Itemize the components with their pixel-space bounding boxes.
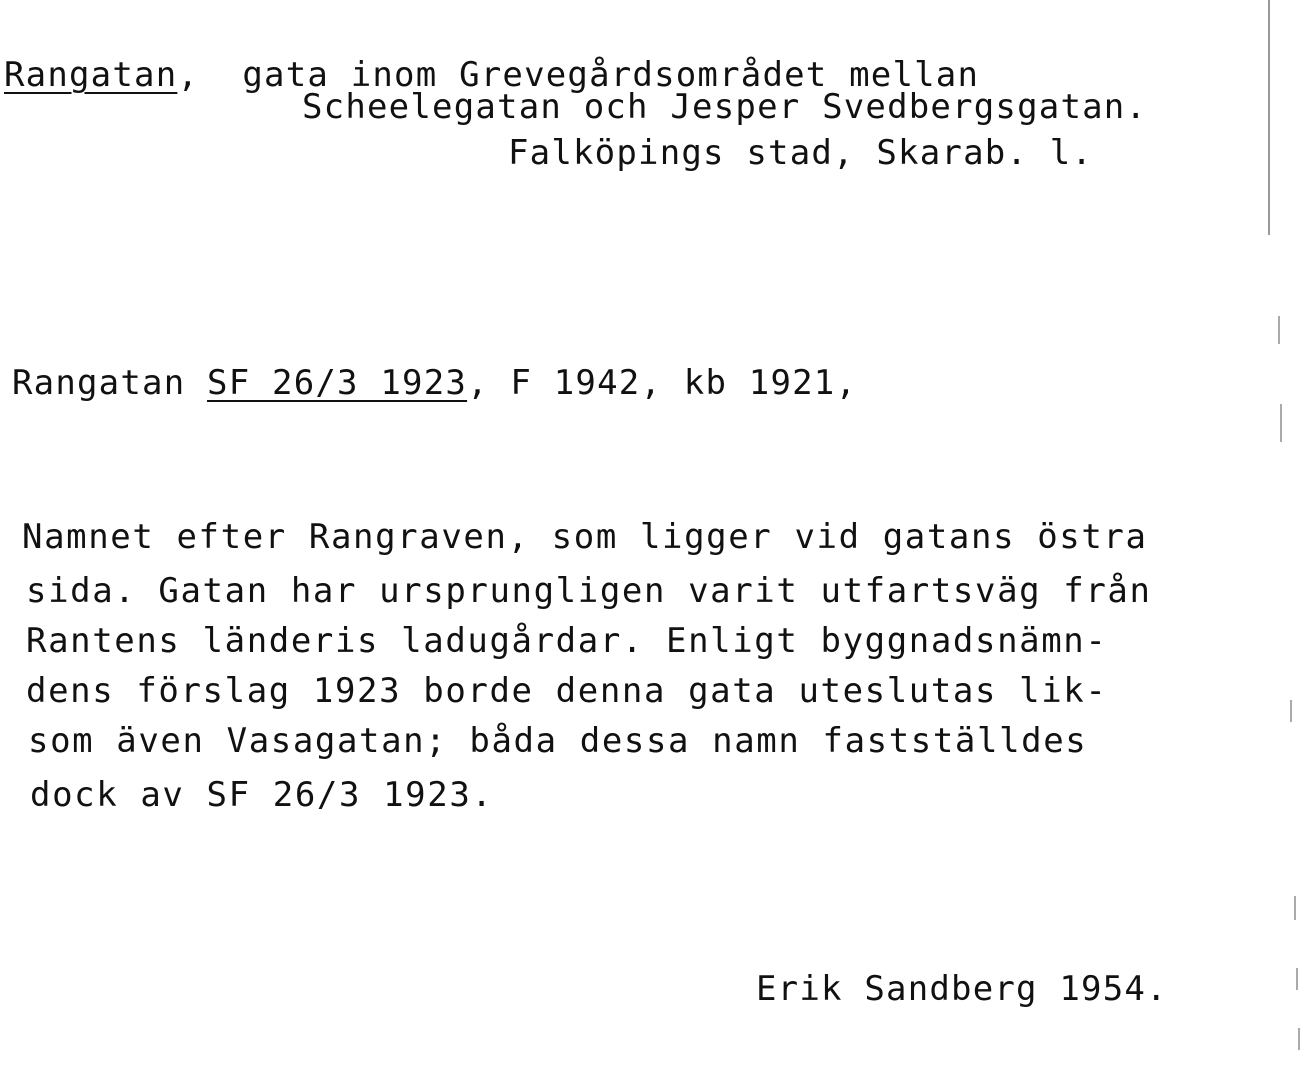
body-line: dock av SF 26/3 1923. [30,775,494,815]
body-line: dens förslag 1923 borde denna gata uteslutas lik- [26,671,1108,711]
body-line: Rantens länderis ladugårdar. Enligt byggnadsnämn- [26,621,1108,661]
signature: Erik Sandberg 1954. [756,969,1168,1009]
scan-mark [1278,316,1280,344]
heading-description: , gata inom Grevegårdsområdet mellan [177,55,980,95]
card-edge-line [1268,0,1270,235]
scan-mark [1280,404,1282,442]
reference-rest: , F 1942, kb 1921, [467,363,858,403]
scan-mark [1294,896,1296,920]
reference-line [12,363,858,403]
scan-mark [1290,700,1292,722]
heading-line-3: Falköpings stad, Skarab. l. [508,133,1094,173]
reference-name: Rangatan [12,363,186,403]
scan-mark [1298,1028,1300,1050]
headword: Rangatan [4,55,178,95]
scan-mark [1296,968,1298,990]
reference-decision: SF 26/3 1923 [207,363,468,403]
heading-line-2: Scheelegatan och Jesper Svedbergsgatan. [302,87,1148,127]
body-line: som även Vasagatan; båda dessa namn fastställdes [28,721,1088,761]
body-line: Namnet efter Rangraven, som ligger vid gatans östra [22,517,1148,557]
body-line: sida. Gatan har ursprungligen varit utfartsväg från [26,571,1152,611]
